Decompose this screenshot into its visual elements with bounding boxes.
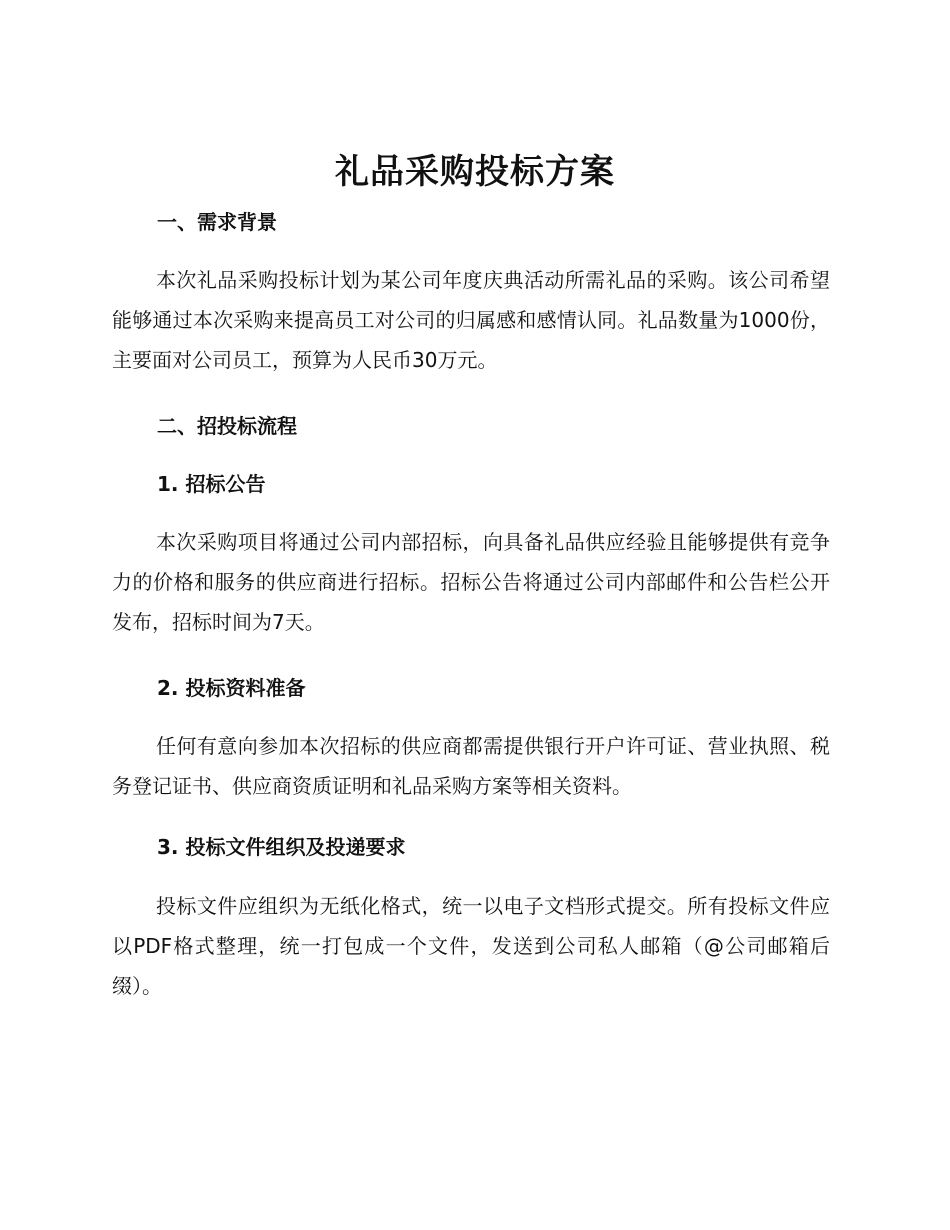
- paragraph-announcement: 本次采购项目将通过公司内部招标，向具备礼品供应经验且能够提供有竞争力的价格和服务的供应商进行招标。招标公告将通过公司内部邮件和公告栏公开发布，招标时间为7天。: [112, 530, 830, 634]
- subsection-heading-submission: 3. 投标文件组织及投递要求: [157, 835, 406, 859]
- section-heading-process: 二、招投标流程: [157, 414, 297, 438]
- document-title: 礼品采购投标方案: [335, 152, 615, 192]
- section-heading-background: 一、需求背景: [157, 210, 277, 234]
- subsection-heading-materials: 2. 投标资料准备: [157, 676, 306, 700]
- paragraph-materials: 任何有意向参加本次招标的供应商都需提供银行开户许可证、营业执照、税务登记证书、供应商资质证明和礼品采购方案等相关资料。: [112, 734, 830, 798]
- paragraph-background: 本次礼品采购投标计划为某公司年度庆典活动所需礼品的采购。该公司希望能够通过本次采购来提高员工对公司的归属感和感情认同。礼品数量为1000份，主要面对公司员工，预算为人民币30万元。: [112, 268, 830, 372]
- paragraph-submission: 投标文件应组织为无纸化格式，统一以电子文档形式提交。所有投标文件应以PDF格式整理，统一打包成一个文件，发送到公司私人邮箱（@公司邮箱后缀）。: [112, 894, 830, 998]
- subsection-heading-announcement: 1. 招标公告: [157, 472, 266, 496]
